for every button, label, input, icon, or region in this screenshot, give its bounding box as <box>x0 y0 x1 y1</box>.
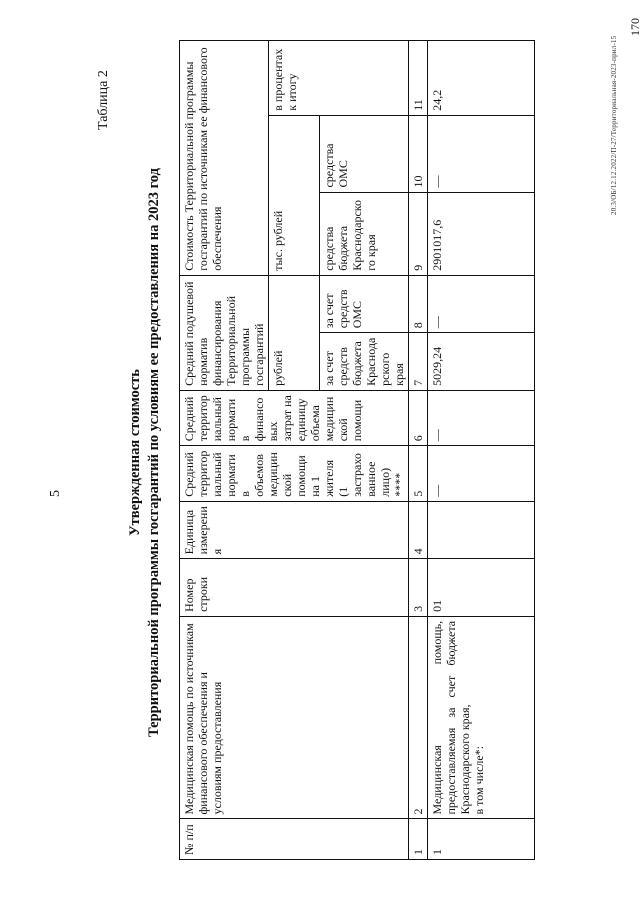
col-number-8: 8 <box>409 275 428 333</box>
header-cost: Стоимость Территориальной программы госгарантий по источникам ее финансового обеспечения <box>180 41 269 276</box>
page-number-bottom: 170 <box>628 18 642 36</box>
title-line-2: Территориальной программы госгарантий по условиям ее предоставления на 2023 год <box>146 168 162 737</box>
row-col5: — <box>428 446 535 501</box>
header-name: Медицинская помощь по источникам финансового обеспечения и условиям предоставления <box>180 616 409 819</box>
column-number-row <box>409 41 428 860</box>
header-cost-norm: Средний территориальный норматив финансовых затрат на единицу объема медицинской помощи <box>180 390 409 445</box>
title-line-1: Утвержденная стоимость <box>127 369 143 536</box>
row-col8: — <box>428 275 535 333</box>
row-col9: 2901017,6 <box>428 192 535 275</box>
header-cost-oms: средства ОМС <box>320 115 409 192</box>
header-volume-norm: Средний территориальный норматив объемов медицинской помощи на 1 жителя (1 застрахованное лицо) **** <box>180 446 409 501</box>
col-number-5: 5 <box>409 446 428 501</box>
header-row-1 <box>180 41 269 860</box>
row-line: 01 <box>428 559 535 617</box>
col-number-1: 1 <box>409 819 428 860</box>
col-number-9: 9 <box>409 192 428 275</box>
header-sub-budget: за счет средств бюджета Краснодарского края <box>320 333 409 391</box>
row-col6: — <box>428 390 535 445</box>
header-per-capita: Средний подушевой норматив финансирования Территориальной программы госгарантий <box>180 275 269 390</box>
header-unit-rub: рублей <box>269 275 320 390</box>
col-number-6: 6 <box>409 390 428 445</box>
header-unit: Единица измерения <box>180 501 409 559</box>
col-number-10: 10 <box>409 115 428 192</box>
header-percent: в процентах к итогу <box>269 41 409 116</box>
table-label: Таблица 2 <box>96 70 111 130</box>
row-num: 1 <box>428 819 535 860</box>
col-number-4: 4 <box>409 501 428 559</box>
header-cost-budget: средства бюджета Краснодарского края <box>320 192 409 275</box>
col-number-7: 7 <box>409 333 428 391</box>
row-subtitle: в том числе*: <box>472 745 486 815</box>
header-sub-oms: за счет средств ОМС <box>320 275 409 333</box>
header-unit-thousand: тыс. рублей <box>269 115 320 275</box>
row-name-cell <box>428 616 535 819</box>
col-number-3: 3 <box>409 559 428 617</box>
table-row <box>428 41 535 860</box>
row-col7: 5029,24 <box>428 333 535 391</box>
row-name: Медицинская помощь, предоставляемая за счет бюджета Краснодарского края, <box>430 620 472 815</box>
row-col10: — <box>428 115 535 192</box>
header-line: Номер строки <box>180 559 409 617</box>
cost-table <box>179 40 535 860</box>
col-number-2: 2 <box>409 616 428 819</box>
row-col11: 24,2 <box>428 41 535 116</box>
col-number-11: 11 <box>409 41 428 116</box>
document-code: 20.3/ОБ/12.12.2022/П-27/Территориальная-2023-прил-15 <box>610 35 618 215</box>
header-num: № п/п <box>180 819 409 860</box>
page-number-top: 5 <box>48 490 63 497</box>
row-unit <box>428 501 535 559</box>
